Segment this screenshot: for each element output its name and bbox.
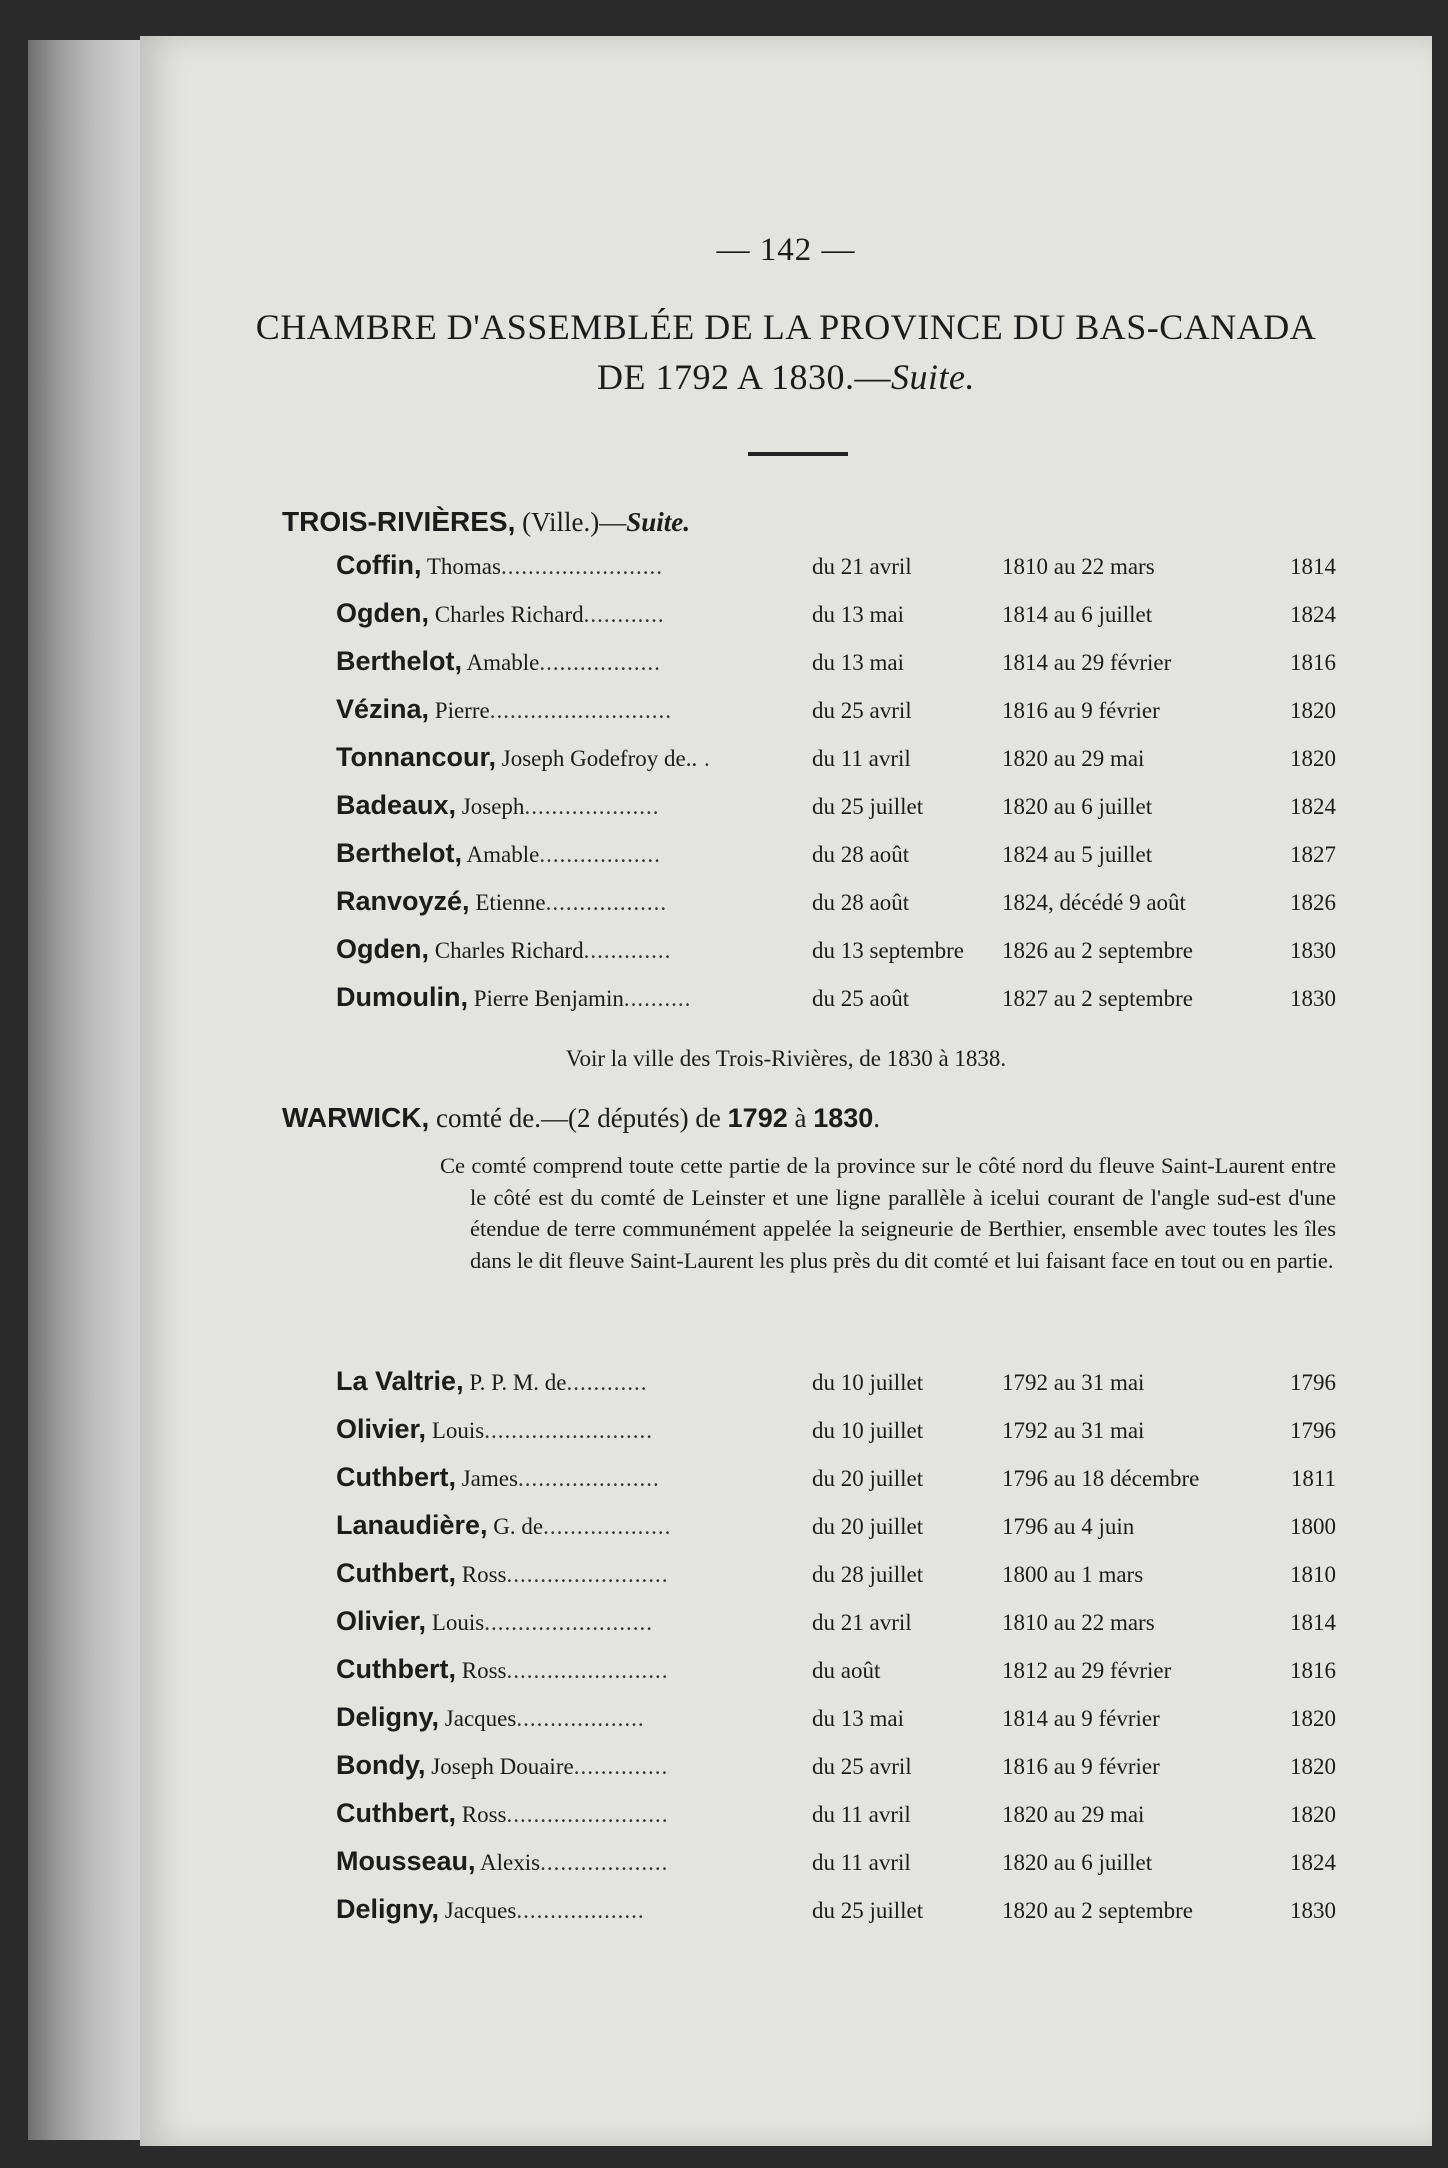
term-span: 1792 au 31 mai (1002, 1370, 1145, 1395)
term-span: 1796 au 18 décembre (1002, 1466, 1200, 1491)
term-span: 1810 au 22 mars (1002, 554, 1155, 579)
term-span: 1820 au 29 mai (1002, 746, 1145, 771)
title-suite: Suite. (891, 357, 975, 397)
member-given-name: Amable (466, 842, 540, 867)
member-row (336, 1558, 1336, 1598)
county-suite: Suite. (626, 507, 691, 537)
member-name (336, 646, 806, 677)
member-surname: Berthelot, (336, 646, 463, 676)
term-start: du 11 avril (812, 746, 911, 771)
member-row (336, 1750, 1336, 1790)
cross-reference-note: Voir la ville des Trois-Rivières, de 1830 à 1838. (565, 1046, 1007, 1071)
term-start: du 10 juillet (812, 1370, 924, 1395)
member-surname: Badeaux, (336, 790, 457, 820)
term-span: 1824 au 5 juillet (1002, 842, 1153, 867)
member-name (336, 790, 806, 821)
term-end-year: 1820 (1290, 1754, 1336, 1779)
member-given-name: Etienne (475, 890, 546, 915)
term-end-year: 1824 (1290, 794, 1336, 819)
member-row (336, 790, 1336, 830)
term-start: du 13 mai (812, 650, 904, 675)
member-name (336, 742, 806, 773)
county-name: WARWICK, (282, 1102, 430, 1133)
member-name (336, 598, 806, 629)
section-heading-trois-rivieres (282, 506, 690, 538)
member-given-name: Ross (461, 1802, 507, 1827)
term-start: du 13 mai (812, 1706, 904, 1731)
term-start: du 25 avril (812, 698, 912, 723)
book-page-edge (28, 40, 148, 2140)
term-end-year: 1820 (1290, 698, 1336, 723)
leader-dots: ............ (583, 602, 665, 627)
member-name (336, 1798, 806, 1829)
member-row (336, 694, 1336, 734)
leader-dots: ................... (543, 1514, 672, 1539)
member-row (336, 1414, 1336, 1454)
leader-dots: ........................ (506, 1562, 669, 1587)
title-line-2-main: DE 1792 A 1830.— (597, 357, 892, 397)
member-row (336, 742, 1336, 782)
member-surname: Deligny, (336, 1894, 440, 1924)
member-row (336, 1366, 1336, 1406)
member-row (336, 1894, 1336, 1934)
member-surname: Olivier, (336, 1606, 427, 1636)
member-surname: Coffin, (336, 550, 422, 580)
member-row (336, 1510, 1336, 1550)
term-end-year: 1814 (1290, 554, 1336, 579)
leader-dots: .................. (539, 650, 661, 675)
member-surname: Ogden, (336, 598, 429, 628)
term-span: 1826 au 2 septembre (1002, 938, 1193, 963)
term-span: 1820 au 6 juillet (1002, 1850, 1153, 1875)
term-span: 1814 au 6 juillet (1002, 602, 1153, 627)
term-end-year: 1826 (1290, 890, 1336, 915)
member-name (336, 1894, 806, 1925)
member-surname: Deligny, (336, 1702, 440, 1732)
member-surname: Tonnancour, (336, 742, 496, 772)
section-heading-warwick (282, 1102, 880, 1134)
page-title (140, 302, 1432, 402)
member-name (336, 1558, 806, 1589)
member-name (336, 1510, 806, 1541)
member-given-name: Pierre Benjamin (473, 986, 624, 1011)
term-start: du 25 août (812, 986, 910, 1011)
term-span: 1796 au 4 juin (1002, 1514, 1135, 1539)
term-span: 1816 au 9 février (1002, 698, 1160, 723)
member-row (336, 1846, 1336, 1886)
term-start: du 21 avril (812, 1610, 912, 1635)
member-surname: Dumoulin, (336, 982, 468, 1012)
title-line-1: CHAMBRE D'ASSEMBLÉE DE LA PROVINCE DU BAS-CANADA (255, 307, 1317, 347)
member-given-name: Joseph Douaire (431, 1754, 574, 1779)
title-divider (748, 452, 848, 456)
member-surname: Ogden, (336, 934, 429, 964)
leader-dots: ..................... (517, 1466, 660, 1491)
member-surname: Lanaudière, (336, 1510, 488, 1540)
leader-dots: .................... (524, 794, 660, 819)
member-given-name: Ross (461, 1658, 507, 1683)
member-given-name: G. de (493, 1514, 544, 1539)
member-surname: La Valtrie, (336, 1366, 464, 1396)
member-surname: Ranvoyzé, (336, 886, 470, 916)
term-end-year: 1800 (1290, 1514, 1336, 1539)
term-end-year: 1824 (1290, 1850, 1336, 1875)
member-given-name: James (461, 1466, 518, 1491)
member-name (336, 694, 806, 725)
term-start: du 21 avril (812, 554, 912, 579)
leader-dots: ........................ (506, 1658, 669, 1683)
leader-dots: ............. (583, 938, 672, 963)
member-name (336, 1750, 806, 1781)
member-surname: Vézina, (336, 694, 430, 724)
term-start: du 25 avril (812, 1754, 912, 1779)
county-type: (Ville.)— (522, 507, 627, 537)
member-row (336, 1606, 1336, 1646)
leader-dots: ................... (516, 1706, 645, 1731)
member-name (336, 1654, 806, 1685)
term-start: du 28 août (812, 842, 910, 867)
member-row (336, 982, 1336, 1022)
term-start: du 28 août (812, 890, 910, 915)
term-end-year: 1824 (1290, 602, 1336, 627)
term-span: 1812 au 29 février (1002, 1658, 1172, 1683)
member-given-name: Joseph Godefroy de.. (501, 746, 698, 771)
member-name (336, 1606, 806, 1637)
term-span: 1820 au 6 juillet (1002, 794, 1153, 819)
county-end-year: 1830 (813, 1103, 874, 1133)
leader-dots: .............. (573, 1754, 669, 1779)
member-surname: Bondy, (336, 1750, 426, 1780)
member-row (336, 886, 1336, 926)
term-end-year: 1810 (1290, 1562, 1336, 1587)
term-start: du 25 juillet (812, 794, 924, 819)
member-given-name: Amable (466, 650, 540, 675)
term-span: 1800 au 1 mars (1002, 1562, 1144, 1587)
county-description: Ce comté comprend toute cette partie de la province sur le côté nord du fleuve Saint-Laurent entre le côté est du comté de Leinster et une ligne parallèle à icelui courant de l'angle sud-est d'une étendue de terre communément appelée la seigneurie de Berthier, ensemble avec toutes les îles dans le dit fleuve Saint-Laurent les plus près du dit comté et lui faisant face en tout ou en partie. (440, 1153, 1336, 1273)
member-row (336, 1798, 1336, 1838)
member-surname: Cuthbert, (336, 1558, 456, 1588)
term-end-year: 1814 (1290, 1610, 1336, 1635)
term-start: du août (812, 1658, 881, 1683)
member-surname: Mousseau, (336, 1846, 476, 1876)
member-name (336, 550, 806, 581)
county-details: comté de.—(2 députés) de (429, 1103, 728, 1133)
term-end-year: 1830 (1290, 938, 1336, 963)
term-start: du 20 juillet (812, 1514, 924, 1539)
term-end-year: 1820 (1290, 746, 1336, 771)
member-name (336, 1462, 806, 1493)
term-start: du 10 juillet (812, 1418, 924, 1443)
member-name (336, 1366, 806, 1397)
member-name (336, 838, 806, 869)
term-span: 1792 au 31 mai (1002, 1418, 1145, 1443)
member-name (336, 1414, 806, 1445)
term-end-year: 1796 (1290, 1370, 1336, 1395)
term-end-year: 1796 (1290, 1418, 1336, 1443)
member-row (336, 1654, 1336, 1694)
leader-dots: ........................... (489, 698, 672, 723)
member-row (336, 646, 1336, 686)
page-content (140, 0, 1432, 2110)
term-span: 1816 au 9 février (1002, 1754, 1160, 1779)
term-end-year: 1816 (1290, 1658, 1336, 1683)
member-surname: Cuthbert, (336, 1462, 456, 1492)
title-line-2 (140, 352, 1432, 402)
leader-dots: ........................ (500, 554, 663, 579)
member-given-name: Ross (461, 1562, 507, 1587)
member-row (336, 1702, 1336, 1742)
member-given-name: Joseph (461, 794, 525, 819)
county-dot: . (873, 1103, 881, 1133)
term-end-year: 1816 (1290, 650, 1336, 675)
member-given-name: Alexis (480, 1850, 541, 1875)
member-row (336, 1462, 1336, 1502)
term-span: 1810 au 22 mars (1002, 1610, 1155, 1635)
member-surname: Cuthbert, (336, 1654, 456, 1684)
term-start: du 28 juillet (812, 1562, 924, 1587)
term-end-year: 1811 (1290, 1466, 1336, 1491)
term-end-year: 1820 (1290, 1706, 1336, 1731)
term-end-year: 1827 (1290, 842, 1336, 867)
term-start: du 11 avril (812, 1802, 911, 1827)
term-start: du 13 mai (812, 602, 904, 627)
leader-dots: .................. (545, 890, 668, 915)
term-start: du 20 juillet (812, 1466, 924, 1491)
member-surname: Cuthbert, (336, 1798, 456, 1828)
term-span: 1827 au 2 septembre (1002, 986, 1193, 1011)
leader-dots: .......... (623, 986, 692, 1011)
member-given-name: Louis (431, 1418, 485, 1443)
page-number: — 142 — (716, 232, 856, 268)
member-surname: Olivier, (336, 1414, 427, 1444)
term-span: 1820 au 2 septembre (1002, 1898, 1193, 1923)
term-span: 1824, décédé 9 août (1002, 890, 1186, 915)
leader-dots: .................. (539, 842, 661, 867)
member-row (336, 934, 1336, 974)
leader-dots: ............ (566, 1370, 648, 1395)
term-span: 1814 au 29 février (1002, 650, 1172, 675)
member-given-name: P. P. M. de (469, 1370, 567, 1395)
member-name (336, 1846, 806, 1877)
member-given-name: Louis (431, 1610, 485, 1635)
leader-dots: ........................ (506, 1802, 669, 1827)
member-name (336, 1702, 806, 1733)
member-row (336, 598, 1336, 638)
member-given-name: Charles Richard (434, 602, 584, 627)
term-span: 1820 au 29 mai (1002, 1802, 1145, 1827)
member-given-name: Jacques (444, 1706, 517, 1731)
county-start-year: 1792 (727, 1103, 788, 1133)
term-end-year: 1830 (1290, 1898, 1336, 1923)
member-row (336, 838, 1336, 878)
leader-dots: ................... (516, 1898, 645, 1923)
leader-dots: ......................... (484, 1418, 653, 1443)
county-a: à (787, 1103, 814, 1133)
term-start: du 11 avril (812, 1850, 911, 1875)
term-end-year: 1830 (1290, 986, 1336, 1011)
member-given-name: Charles Richard (434, 938, 584, 963)
member-name (336, 982, 806, 1013)
leader-dots: ......................... (484, 1610, 653, 1635)
member-name (336, 886, 806, 917)
member-name (336, 934, 806, 965)
member-given-name: Jacques (444, 1898, 517, 1923)
member-row (336, 550, 1336, 590)
member-given-name: Thomas (426, 554, 501, 579)
term-start: du 25 juillet (812, 1898, 924, 1923)
term-start: du 13 septembre (812, 938, 965, 963)
member-surname: Berthelot, (336, 838, 463, 868)
term-end-year: 1820 (1290, 1802, 1336, 1827)
leader-dots: . (697, 746, 711, 771)
member-given-name: Pierre (434, 698, 490, 723)
county-name: TROIS-RIVIÈRES, (282, 506, 516, 537)
leader-dots: ................... (540, 1850, 669, 1875)
term-span: 1814 au 9 février (1002, 1706, 1160, 1731)
